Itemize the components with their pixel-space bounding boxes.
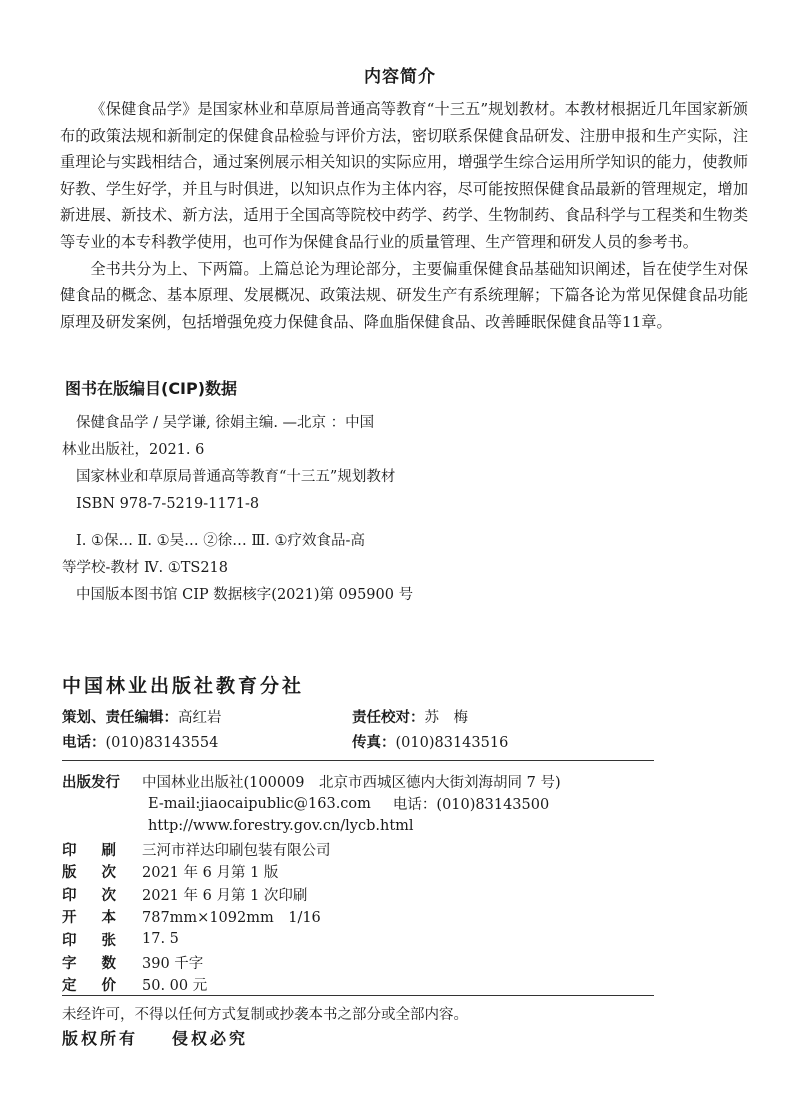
cip-line: Ⅰ. ①保… Ⅱ. ①吴… ②徐… Ⅲ. ①疗效食品-高 xyxy=(76,533,365,549)
publisher-branch: 中国林业出版社教育分社 xyxy=(62,675,305,697)
cip-line: 国家林业和草原局普通高等教育“十三五”规划教材 xyxy=(76,469,396,485)
summary-paragraph-2: 全书共分为上、下两篇。上篇总论为理论部分，主要偏重保健食品基础知识阐述，旨在使学生对保健食品的概念、基本原理、发展概况、政策法规、研发生产有系统理解；下篇各论为常见保健食品功能原理及研发案例，包括增强免疫力保健食品、降血脂保健食品、改善睡眠保健食品等11章。 xyxy=(60,259,748,331)
cip-title: 图书在版编目(CIP)数据 xyxy=(65,379,238,398)
edition-label: 版 次 xyxy=(62,865,116,882)
wordcount-value: 390 千字 xyxy=(142,955,204,972)
impression-value: 2021 年 6 月第 1 次印刷 xyxy=(142,887,308,904)
cip-line: 中国版本图书馆 CIP 数据核字(2021)第 095900 号 xyxy=(76,587,414,603)
divider-bottom xyxy=(62,995,654,996)
rights-reserved: 版权所有 xyxy=(62,1029,139,1048)
sheets-label: 印 张 xyxy=(62,932,116,949)
fax-label: 传真： xyxy=(352,735,396,751)
impression-label: 印 次 xyxy=(62,887,116,904)
cip-line: 林业出版社，2021. 6 xyxy=(62,442,205,458)
wordcount-label: 字 数 xyxy=(62,955,116,972)
editor-value: 高红岩 xyxy=(178,710,222,726)
piracy-warning: 侵权必究 xyxy=(172,1029,249,1048)
format-label: 开 本 xyxy=(62,910,116,927)
summary-title: 内容简介 xyxy=(364,67,436,87)
proofreader-value: 苏 梅 xyxy=(424,710,468,726)
publication-info xyxy=(62,770,702,996)
printer-label: 印 刷 xyxy=(62,842,116,859)
phone-label: 电话： xyxy=(62,735,106,751)
copy-notice: 未经许可，不得以任何方式复制或抄袭本书之部分或全部内容。 xyxy=(62,1007,468,1023)
summary-paragraph-1: 《保健食品学》是国家林业和草原局普通高等教育“十三五”规划教材。本教材根据近几年国家新颁布的政策法规和新制定的保健食品检验与评价方法，密切联系保健食品研发、注册申报和生产实际，注重理论与实践相结合，通过案例展示相关知识的实际应用，增强学生综合运用所学知识的能力，使教师好教、学生好学，并且与时俱进，以知识点作为主体内容，尽可能按照保健食品最新的管理规定，增加新进展、新技术、新方法，适用于全国高等院校中药学、药学、生物制药、食品科学与工程类和生物类等专业的本专科教学使用，也可作为保健食品行业的质量管理、生产管理和研发人员的参考书。 xyxy=(60,100,748,251)
website-url: http://www.forestry.gov.cn/lycb.html xyxy=(148,818,414,835)
email-text: E-mail:jiaocaipublic@163.com xyxy=(148,795,371,812)
editor-label: 策划、责任编辑： xyxy=(62,710,178,726)
cip-line: 等学校-教材 Ⅳ. ①TS218 xyxy=(62,560,228,576)
rights-statement xyxy=(62,1026,248,1049)
phone-value: (010)83143554 xyxy=(105,735,219,751)
edition-value: 2021 年 6 月第 1 版 xyxy=(142,865,279,882)
fax-value: (010)83143516 xyxy=(395,735,509,751)
staff-info xyxy=(62,704,682,754)
issue-value: 中国林业出版社(100009 北京市西城区德内大街刘海胡同 7 号) xyxy=(142,774,561,791)
sheets-value: 17. 5 xyxy=(142,931,179,948)
cip-line: 保健食品学 / 吴学谦, 徐娟主编. —北京 ：中国 xyxy=(76,415,375,431)
tel-text: 电话：(010)83143500 xyxy=(392,797,550,814)
price-value: 50. 00 元 xyxy=(142,978,208,995)
printer-value: 三河市祥达印刷包装有限公司 xyxy=(142,842,331,859)
cip-record xyxy=(62,410,482,609)
proofreader-label: 责任校对： xyxy=(352,710,425,726)
issue-label: 出版发行 xyxy=(62,774,120,791)
divider-top xyxy=(62,760,654,761)
price-label: 定 价 xyxy=(62,978,116,995)
summary-body xyxy=(60,96,748,335)
format-value: 787mm×1092mm 1/16 xyxy=(142,910,321,927)
cip-line: ISBN 978-7-5219-1171-8 xyxy=(76,496,260,512)
